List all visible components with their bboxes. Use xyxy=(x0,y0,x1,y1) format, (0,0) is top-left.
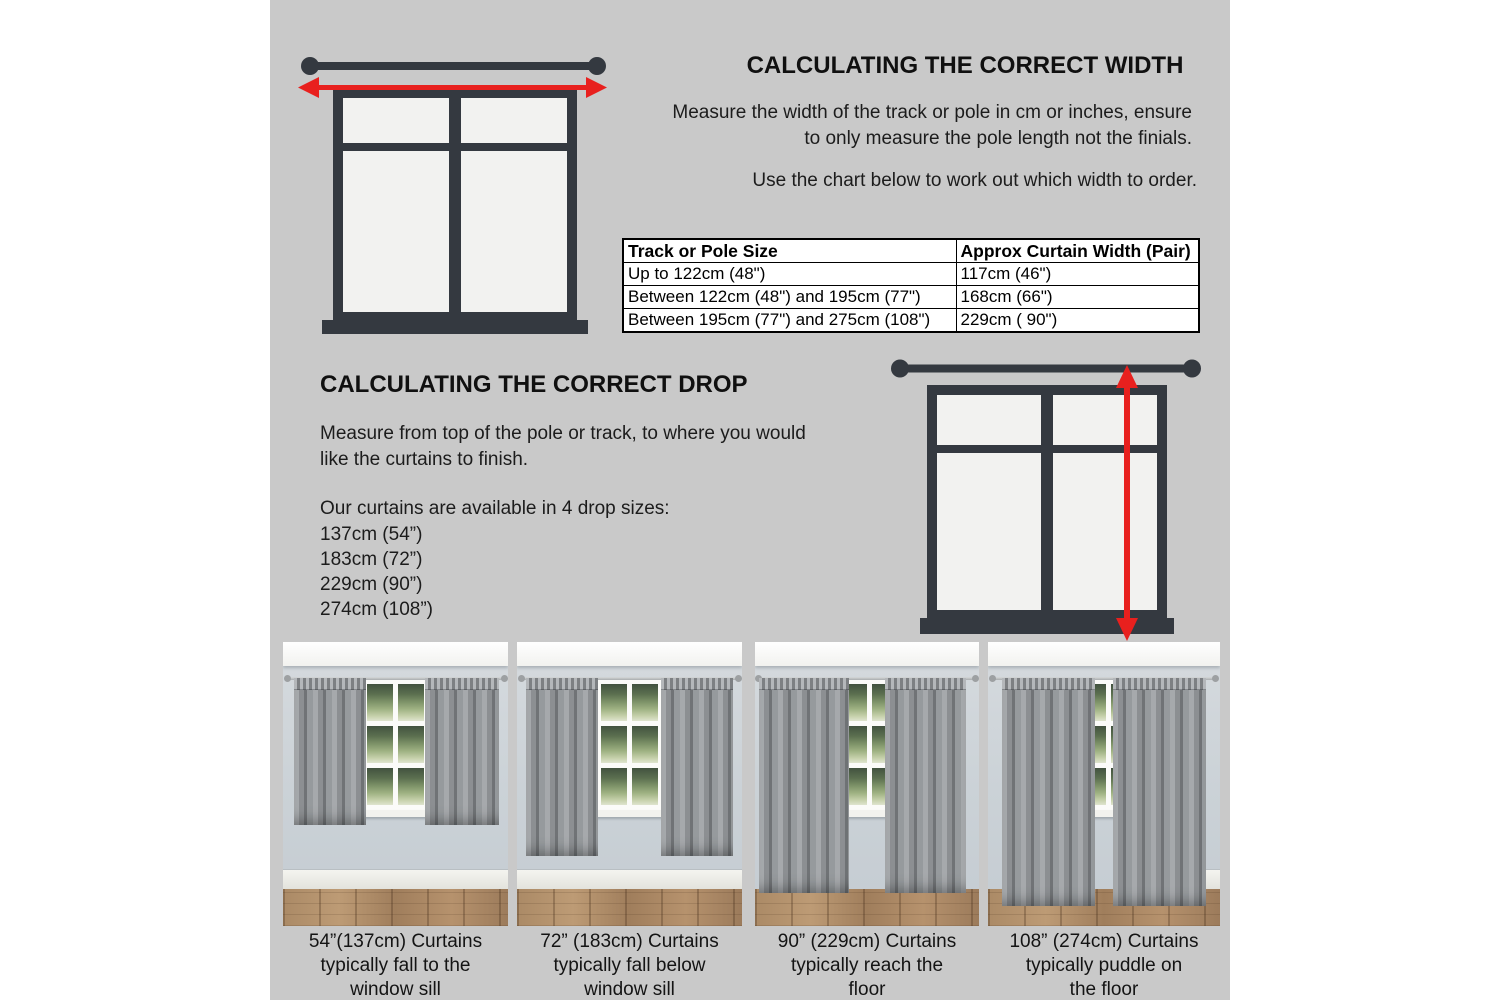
col-header-track-or-pole: Track or Pole Size xyxy=(623,239,956,263)
cornice xyxy=(755,642,979,666)
wood-floor xyxy=(755,889,979,926)
curtain-right xyxy=(1113,678,1206,906)
window-pane xyxy=(367,684,393,721)
table-row xyxy=(623,286,1199,309)
caption-line: window sill xyxy=(584,979,675,1000)
example-photo-90in-drop xyxy=(755,642,979,926)
drop-measure-diagram xyxy=(880,350,1230,650)
window-pane xyxy=(632,768,658,805)
example-photo-54in-drop xyxy=(283,642,508,926)
curtain-pole-illustration xyxy=(891,360,1201,378)
caption-line: 90” (229cm) Curtains xyxy=(777,931,957,952)
window-pane xyxy=(398,768,424,805)
table-row xyxy=(623,263,1199,286)
table-header-row xyxy=(623,239,1199,263)
curtain-right xyxy=(885,678,966,893)
window-pane xyxy=(367,768,393,805)
caption-line: 54”(137cm) Curtains xyxy=(308,931,483,952)
photo-caption-72in xyxy=(497,930,762,1000)
drop-size-option: 229cm (90”) xyxy=(320,574,423,595)
cell-curtain-width: 117cm (46") xyxy=(956,263,1199,286)
window-pane xyxy=(632,726,658,763)
drop-intro-line-1: Measure from top of the pole or track, to where you would xyxy=(320,423,806,444)
curtain-left xyxy=(526,678,598,856)
cornice xyxy=(283,642,508,666)
example-photo-108in-drop xyxy=(988,642,1220,926)
drop-size-option: 137cm (54”) xyxy=(320,524,423,545)
window-pane xyxy=(367,726,393,763)
table-row xyxy=(623,309,1199,333)
cell-curtain-width: 229cm ( 90") xyxy=(956,309,1199,333)
col-header-curtain-width: Approx Curtain Width (Pair) xyxy=(956,239,1199,263)
caption-line: floor xyxy=(848,979,886,1000)
drop-section-title: CALCULATING THE CORRECT DROP xyxy=(320,371,748,398)
window-illustration xyxy=(920,385,1174,634)
curtain-right xyxy=(661,678,733,856)
drop-sizes-heading: Our curtains are available in 4 drop sizes: xyxy=(320,498,670,519)
curtain-left xyxy=(1002,678,1095,906)
caption-line: typically fall below xyxy=(553,955,706,976)
example-photo-72in-drop xyxy=(517,642,742,926)
drop-size-option: 183cm (72”) xyxy=(320,549,423,570)
cell-pole-size: Between 122cm (48") and 195cm (77") xyxy=(623,286,956,309)
window xyxy=(596,679,664,810)
wood-floor xyxy=(517,889,742,926)
curtain-right xyxy=(425,678,499,825)
window xyxy=(362,679,430,810)
window-pane xyxy=(398,726,424,763)
curtain-pole-illustration xyxy=(301,57,606,75)
skirting-board xyxy=(283,869,508,890)
caption-line: 108” (274cm) Curtains xyxy=(1009,931,1199,952)
caption-line: typically fall to the xyxy=(320,955,471,976)
caption-line: window sill xyxy=(350,979,441,1000)
width-section-title: CALCULATING THE CORRECT WIDTH xyxy=(746,52,1184,79)
wood-floor xyxy=(283,889,508,926)
cell-pole-size: Between 195cm (77") and 275cm (108") xyxy=(623,309,956,333)
cornice xyxy=(988,642,1220,666)
chart-hint-text: Use the chart below to work out which width to order. xyxy=(752,170,1197,191)
drop-intro-line-2: like the curtains to finish. xyxy=(320,449,529,470)
curtain-left xyxy=(294,678,366,825)
caption-line: typically reach the xyxy=(790,955,944,976)
window-pane xyxy=(601,768,627,805)
curtain-left xyxy=(759,678,849,893)
size-chart-table xyxy=(622,238,1200,333)
skirting-board xyxy=(1204,869,1220,890)
cell-curtain-width: 168cm (66") xyxy=(956,286,1199,309)
width-intro-line-1: Measure the width of the track or pole in cm or inches, ensure xyxy=(672,102,1192,123)
photo-caption-54in xyxy=(263,930,528,1000)
caption-line: typically puddle on xyxy=(1025,955,1183,976)
caption-line: 72” (183cm) Curtains xyxy=(540,931,719,952)
cornice xyxy=(517,642,742,666)
width-measure-diagram xyxy=(270,30,620,340)
skirting-board xyxy=(517,869,742,890)
cell-pole-size: Up to 122cm (48") xyxy=(623,263,956,286)
drop-size-option: 274cm (108”) xyxy=(320,599,433,620)
photo-caption-90in xyxy=(735,930,999,1000)
window-pane xyxy=(632,684,658,721)
window-pane xyxy=(601,684,627,721)
window-pane xyxy=(398,684,424,721)
width-intro-line-2: to only measure the pole length not the finials. xyxy=(804,128,1192,149)
photo-caption-108in xyxy=(968,930,1240,1000)
caption-line: the floor xyxy=(1069,979,1139,1000)
window-illustration xyxy=(322,88,588,334)
window-pane xyxy=(601,726,627,763)
